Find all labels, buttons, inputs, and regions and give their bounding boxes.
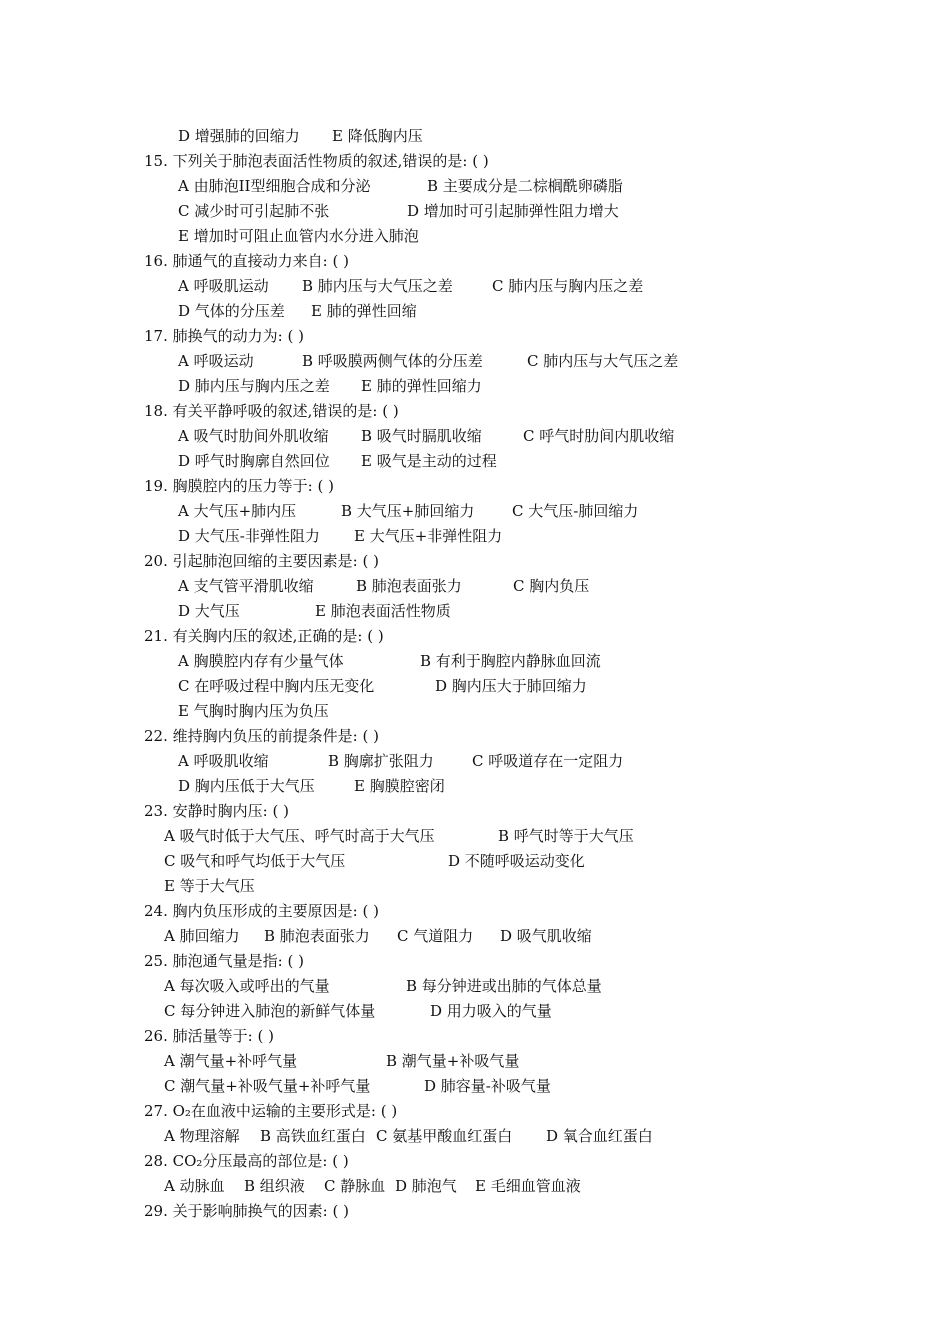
text-segment: 26. 肺活量等于: ( ) [144,1027,274,1045]
text-segment: E 吸气是主动的过程 [361,452,497,470]
text-segment: 17. 肺换气的动力为: ( ) [144,327,304,345]
text-segment: A 潮气量+补呼气量 [164,1052,298,1070]
text-segment: 15. 下列关于肺泡表面活性物质的叙述,错误的是: ( ) [144,152,489,170]
text-segment: E 肺泡表面活性物质 [315,602,451,620]
text-segment: B 呼气时等于大气压 [498,827,634,845]
text-segment: C 氨基甲酸血红蛋白 [376,1127,513,1145]
text-segment: C 呼气时肋间内肌收缩 [523,427,675,445]
text-segment: A 由肺泡II型细胞合成和分泌 [178,177,371,195]
text-segment: A 呼吸肌运动 [178,277,269,295]
text-segment: 23. 安静时胸内压: ( ) [144,802,289,820]
text-segment: 16. 肺通气的直接动力来自: ( ) [144,252,349,270]
text-segment: D 呼气时胸廓自然回位 [178,452,330,470]
text-segment: D 用力吸入的气量 [430,1002,552,1020]
text-segment: D 吸气肌收缩 [500,927,592,945]
text-segment: 24. 胸内负压形成的主要原因是: ( ) [144,902,379,920]
text-segment: C 气道阻力 [397,927,474,945]
text-segment: E 增加时可阻止血管内水分进入肺泡 [178,227,419,245]
text-segment: B 肺泡表面张力 [264,927,370,945]
text-segment: A 肺回缩力 [164,927,240,945]
text-segment: D 肺泡气 [395,1177,457,1195]
text-segment: B 潮气量+补吸气量 [386,1052,520,1070]
text-segment: B 组织液 [244,1177,305,1195]
text-segment: D 增加时可引起肺弹性阻力增大 [407,202,619,220]
text-segment: A 吸气时低于大气压、呼气时高于大气压 [164,827,435,845]
text-segment: C 呼吸道存在一定阻力 [472,752,624,770]
text-segment: A 吸气时肋间外肌收缩 [178,427,329,445]
text-segment: D 增强肺的回缩力 [178,127,300,145]
text-segment: D 气体的分压差 [178,302,285,320]
text-segment: C 在呼吸过程中胸内压无变化 [178,677,375,695]
text-segment: E 胸膜腔密闭 [354,777,445,795]
text-segment: D 不随呼吸运动变化 [448,852,585,870]
text-segment: B 有利于胸腔内静脉血回流 [420,652,601,670]
text-segment: C 胸内负压 [513,577,590,595]
text-segment: B 呼吸膜两侧气体的分压差 [302,352,483,370]
text-segment: C 肺内压与大气压之差 [527,352,679,370]
text-segment: A 胸膜腔内存有少量气体 [178,652,344,670]
text-segment: 20. 引起肺泡回缩的主要因素是: ( ) [144,552,379,570]
text-segment: 18. 有关平静呼吸的叙述,错误的是: ( ) [144,402,399,420]
text-segment: A 呼吸肌收缩 [178,752,269,770]
text-segment: A 支气管平滑肌收缩 [178,577,314,595]
text-segment: E 大气压+非弹性阻力 [354,527,503,545]
text-segment: B 肺泡表面张力 [356,577,462,595]
text-segment: C 潮气量+补吸气量+补呼气量 [164,1077,371,1095]
text-segment: E 降低胸内压 [332,127,423,145]
text-segment: D 胸内压大于肺回缩力 [435,677,587,695]
text-segment: B 肺内压与大气压之差 [302,277,453,295]
text-segment: 27. O₂在血液中运输的主要形式是: ( ) [144,1102,398,1120]
text-segment: D 胸内压低于大气压 [178,777,315,795]
text-segment: 22. 维持胸内负压的前提条件是: ( ) [144,727,379,745]
text-segment: B 主要成分是二棕榈酰卵磷脂 [427,177,623,195]
text-segment: D 大气压 [178,602,240,620]
text-segment: 21. 有关胸内压的叙述,正确的是: ( ) [144,627,384,645]
text-segment: B 大气压+肺回缩力 [341,502,475,520]
text-segment: C 减少时可引起肺不张 [178,202,330,220]
text-segment: E 等于大气压 [164,877,255,895]
text-segment: D 肺内压与胸内压之差 [178,377,330,395]
text-segment: B 吸气时膈肌收缩 [361,427,482,445]
text-segment: 25. 肺泡通气量是指: ( ) [144,952,304,970]
text-segment: B 胸廓扩张阻力 [328,752,434,770]
text-segment: D 肺容量-补吸气量 [424,1077,551,1095]
text-segment: D 大气压-非弹性阻力 [178,527,320,545]
text-segment: C 静脉血 [324,1177,386,1195]
text-segment: 29. 关于影响肺换气的因素: ( ) [144,1202,349,1220]
text-segment: A 呼吸运动 [178,352,254,370]
text-segment: E 肺的弹性回缩 [311,302,417,320]
text-segment: B 高铁血红蛋白 [260,1127,366,1145]
text-segment: A 动脉血 [164,1177,225,1195]
text-segment: E 肺的弹性回缩力 [361,377,482,395]
text-segment: C 大气压-肺回缩力 [512,502,639,520]
text-segment: B 每分钟进或出肺的气体总量 [406,977,602,995]
text-segment: 19. 胸膜腔内的压力等于: ( ) [144,477,334,495]
text-segment: A 物理溶解 [164,1127,240,1145]
text-segment: E 气胸时胸内压为负压 [178,702,329,720]
text-segment: C 吸气和呼气均低于大气压 [164,852,346,870]
text-segment: E 毛细血管血液 [475,1177,581,1195]
text-segment: 28. CO₂分压最高的部位是: ( ) [144,1152,349,1170]
text-segment: A 大气压+肺内压 [178,502,297,520]
text-segment: D 氧合血红蛋白 [546,1127,653,1145]
text-segment: C 肺内压与胸内压之差 [492,277,644,295]
text-segment: C 每分钟进入肺泡的新鲜气体量 [164,1002,376,1020]
text-segment: A 每次吸入或呼出的气量 [164,977,330,995]
